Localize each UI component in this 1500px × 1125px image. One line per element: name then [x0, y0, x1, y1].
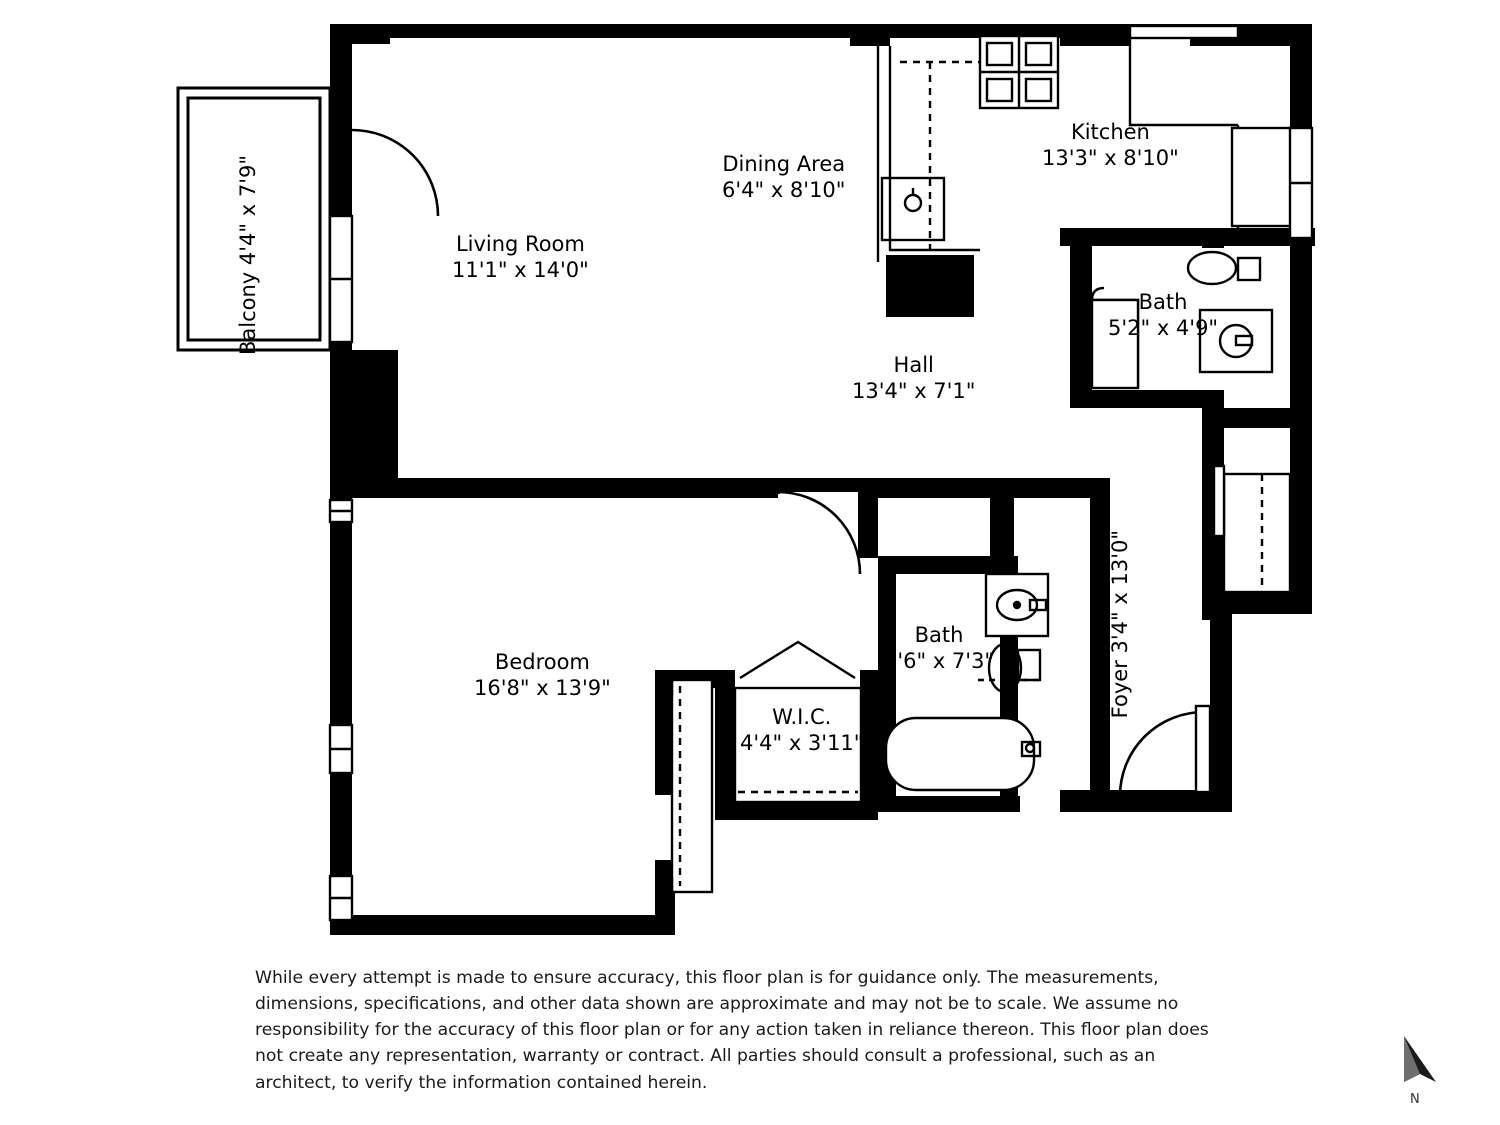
- room-label-bath-lower: [884, 623, 994, 674]
- room-label-wic: [740, 705, 863, 756]
- room-label-living-room: [452, 232, 589, 283]
- room-dims-hall: 13'4" x 7'1": [852, 378, 976, 403]
- room-dims-bath-upper: 5'2" x 4'9": [1108, 315, 1219, 340]
- room-dims-bedroom: 16'8" x 13'9": [474, 675, 611, 700]
- room-dims-foyer: 3'4" x 13'0": [1108, 530, 1132, 654]
- compass-north-label: N: [1410, 1092, 1420, 1107]
- room-name-kitchen: Kitchen: [1070, 120, 1150, 144]
- room-name-bath-lower: Bath: [914, 623, 964, 647]
- room-label-hall: [852, 353, 975, 404]
- room-label-bedroom: [474, 650, 611, 701]
- room-name-bedroom: Bedroom: [494, 650, 590, 674]
- room-name-living-room: Living Room: [455, 232, 585, 256]
- room-label-bath-upper: [1108, 290, 1218, 341]
- room-dims-dining-area: 6'4" x 8'10": [722, 177, 846, 202]
- room-name-balcony: Balcony: [236, 271, 260, 356]
- room-name-dining-area: Dining Area: [722, 152, 846, 176]
- room-dims-living-room: 11'1" x 14'0": [452, 257, 589, 282]
- room-name-foyer: Foyer: [1108, 660, 1132, 719]
- disclaimer-text: While every attempt is made to ensure accuracy, this floor plan is for guidance only. The measurements, dimensions, specifications, and other data shown are approximate and may not be to scale. We assume no responsibility for the accuracy of this floor plan or for any action taken in reliance thereon. This floor plan does not create any representation, warranty or contract. All parties should consult a professional, such as an architect, to verify the information contained herein.: [255, 968, 1209, 1093]
- room-label-kitchen: [1042, 120, 1179, 171]
- room-name-wic: W.I.C.: [772, 705, 832, 729]
- room-dims-kitchen: 13'3" x 8'10": [1042, 145, 1179, 170]
- room-dims-balcony: 4'4" x 7'9": [236, 155, 260, 266]
- wic-fixtures: [658, 642, 864, 892]
- room-label-foyer: [1108, 530, 1134, 718]
- room-label-balcony: [236, 155, 262, 355]
- room-label-dining-area: [722, 152, 845, 203]
- room-dims-bath-lower: 5'6" x 7'3": [884, 648, 995, 673]
- compass-rose: [1390, 1030, 1460, 1115]
- room-name-hall: Hall: [893, 353, 934, 377]
- room-name-bath-upper: Bath: [1138, 290, 1188, 314]
- room-dims-wic: 4'4" x 3'11": [740, 730, 864, 755]
- bath-2-fixtures: [886, 574, 1048, 790]
- compass-needle-icon: [1390, 1030, 1460, 1100]
